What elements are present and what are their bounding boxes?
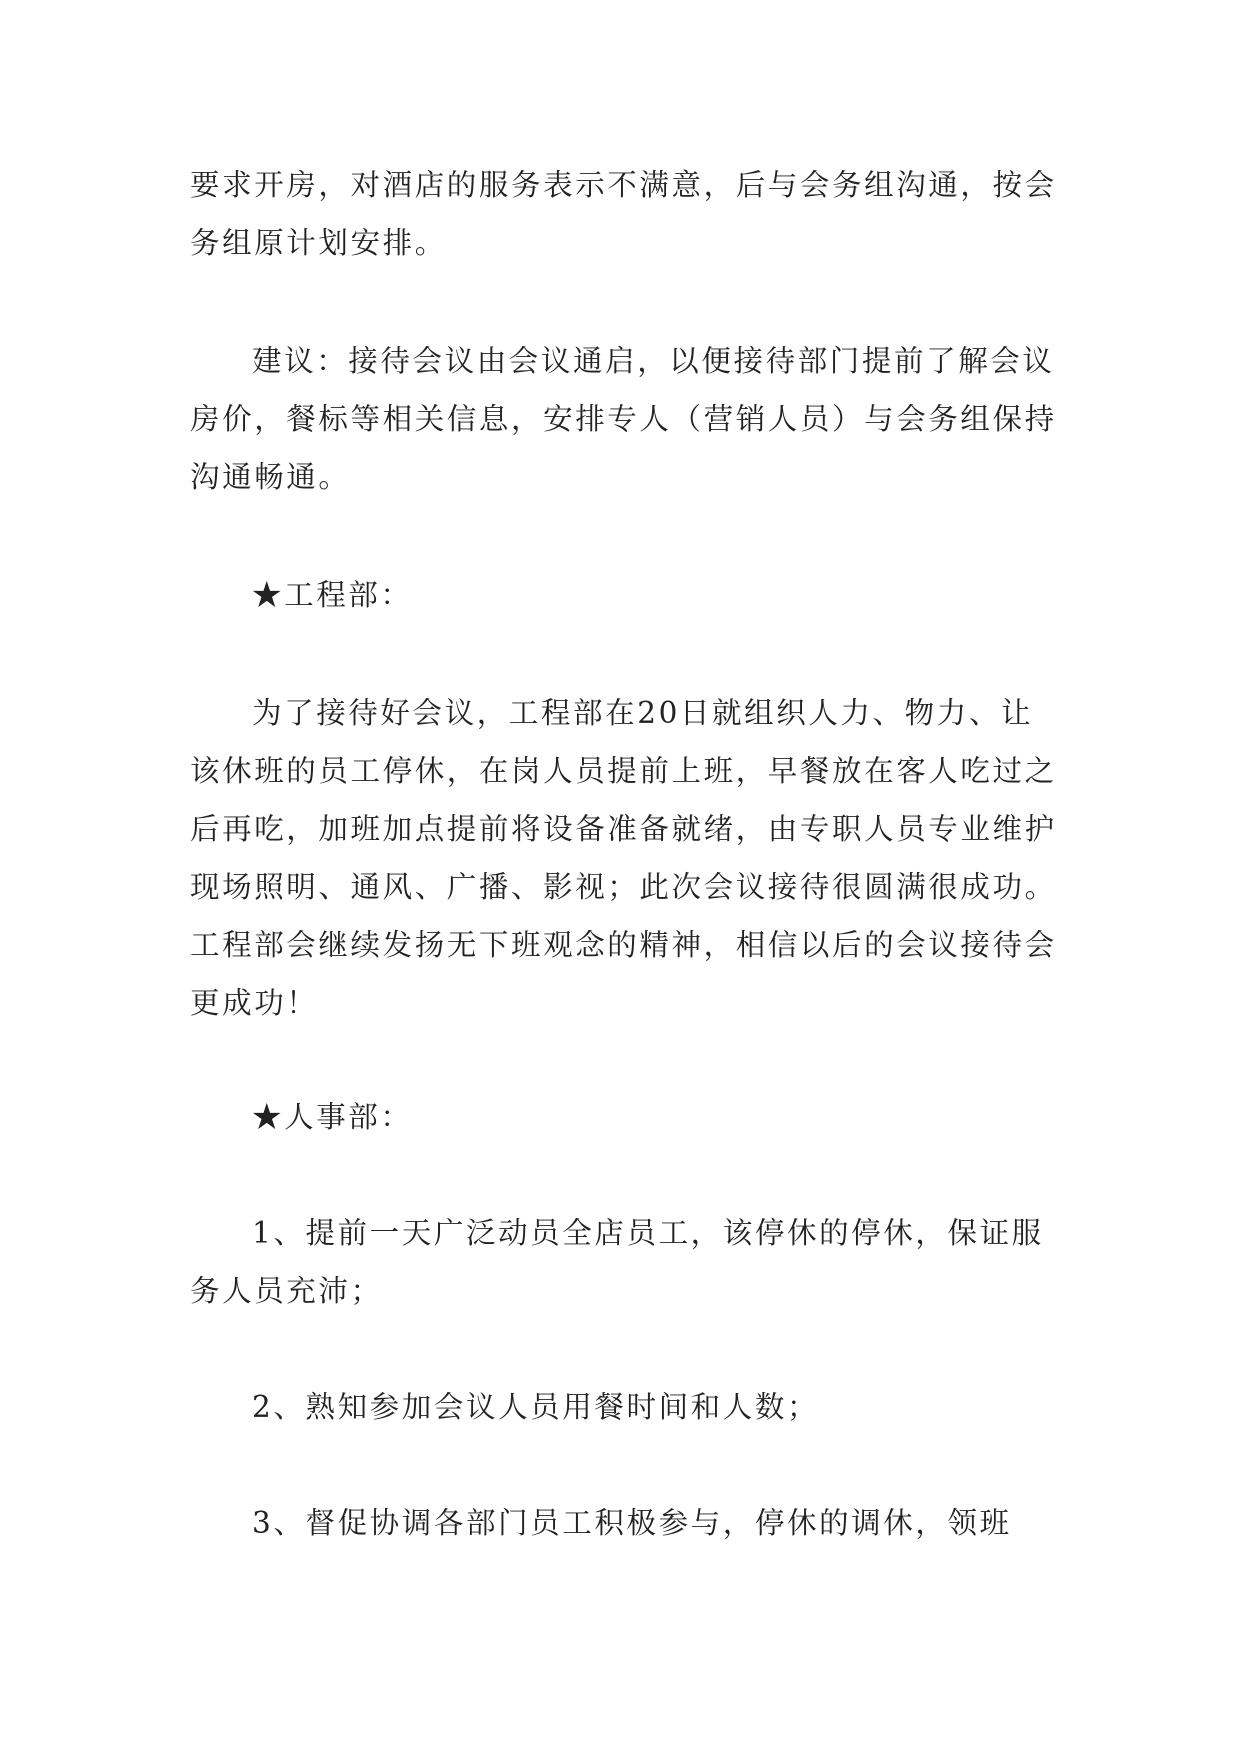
list-item-3: 3、督促协调各部门员工积极参与，停休的调休，领班 <box>252 1506 1012 1540</box>
paragraph-hotel-service-complaint: 要求开房，对酒店的服务表示不满意，后与会务组沟通，按会务组原计划安排。 <box>190 168 1057 260</box>
list-item-2: 2、熟知参加会议人员用餐时间和人数； <box>252 1390 820 1424</box>
paragraph-engineering-dept: 为了接待好会议，工程部在20日就组织人力、物力、让该休班的员工停休，在岗人员提前上班，早餐放在客人吃过之后再吃，加班加点提前将设备准备就绪，由专职人员专业维护现场照明、通风、广播、影视；此次会议接待很圆满很成功。工程部会继续发扬无下班观念的精神，相信以后的会议接待会更成功！ <box>190 696 1057 1020</box>
section-heading-hr: ★人事部： <box>252 1100 413 1134</box>
paragraph-suggestion: 建议：接待会议由会议通启，以便接待部门提前了解会议房价，餐标等相关信息，安排专人（营销人员）与会务组保持沟通畅通。 <box>190 344 1057 494</box>
list-item-1: 1、提前一天广泛动员全店员工，该停休的停休，保证服务人员充沛； <box>190 1216 1044 1308</box>
section-heading-engineering: ★工程部： <box>252 578 413 612</box>
